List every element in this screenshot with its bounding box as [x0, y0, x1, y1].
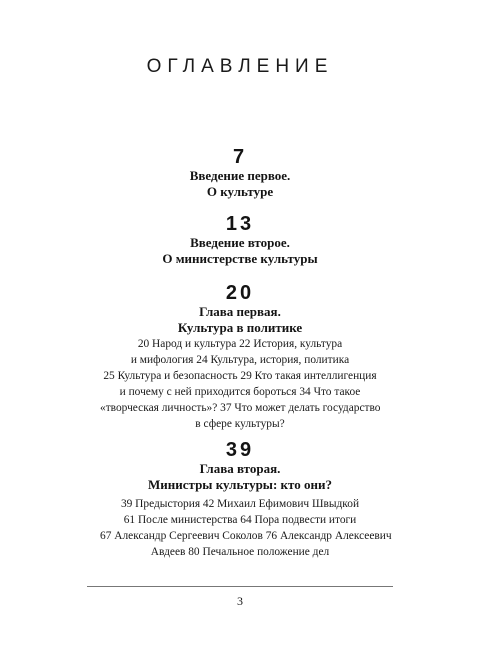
section-title-line: Культура в политике [177, 320, 303, 335]
section-title-line: Министры культуры: кто они? [148, 477, 332, 492]
section-page-number: 7 [232, 146, 248, 168]
toc-section-intro-1 [0, 146, 480, 200]
subsection-line: 25 Культура и безопасность 29 Кто такая интеллигенция [103, 370, 377, 382]
section-title-line: О министерстве культуры [162, 251, 318, 266]
section-page-number: 39 [225, 439, 255, 461]
subsection-line: 61 После министерства 64 Пора подвести итоги [123, 514, 357, 526]
toc-section-chapter-2 [0, 439, 480, 493]
section-title-line: О культуре [206, 184, 274, 199]
subsection-line: и мифология 24 Культура, история, политика [130, 354, 350, 366]
subsection-line: «творческая личность»? 37 Что может делать государство [100, 402, 381, 414]
subsection-line: и почему с ней приходится бороться 34 Что такое [119, 386, 361, 398]
section-page-number: 13 [225, 213, 255, 235]
toc-section-intro-2 [0, 213, 480, 267]
subsection-line: в сфере культуры? [195, 418, 285, 430]
footer-divider [87, 586, 393, 587]
subsection-line: 39 Предыстория 42 Михаил Ефимович Швыдкой [120, 498, 360, 510]
chapter-2-subsections [100, 496, 392, 560]
section-title-line: Введение второе. [190, 235, 290, 250]
subsection-line: 20 Народ и культура 22 История, культура [137, 338, 343, 350]
section-title-line: Глава первая. [199, 304, 281, 319]
subsection-line: 67 Александр Сергеевич Соколов 76 Александр Алексеевич [100, 530, 392, 542]
toc-section-chapter-1 [0, 282, 480, 336]
section-page-number: 20 [225, 282, 255, 304]
page-title: ОГЛАВЛЕНИЕ [146, 56, 334, 77]
subsection-line: Авдеев 80 Печальное положение дел [150, 546, 330, 558]
chapter-1-subsections [100, 336, 380, 432]
section-title-line: Глава вторая. [199, 461, 281, 476]
page-number: 3 [237, 594, 243, 608]
section-title-line: Введение первое. [189, 168, 291, 183]
